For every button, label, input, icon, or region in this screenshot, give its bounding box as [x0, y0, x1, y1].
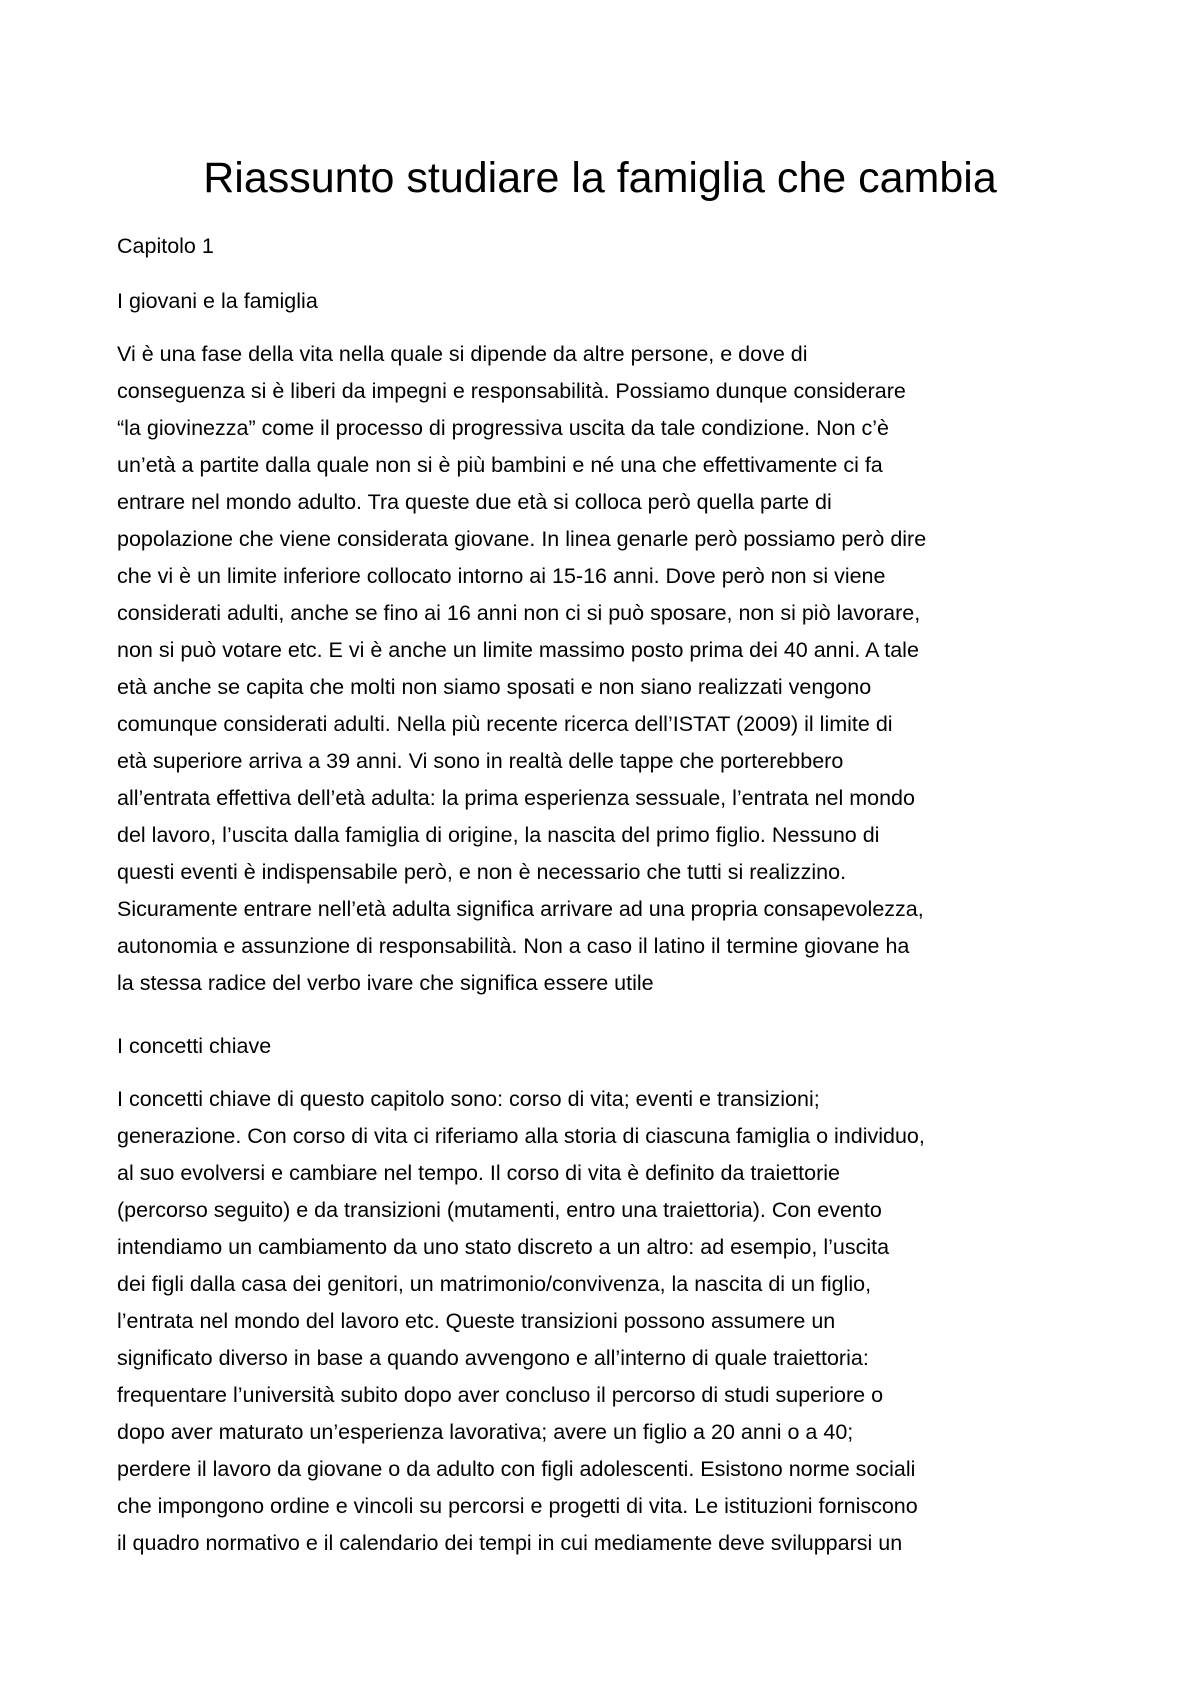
paragraph-line: del lavoro, l’uscita dalla famiglia di origine, la nascita del primo figlio. Nessuno di	[117, 823, 880, 847]
paragraph-line: non si può votare etc. E vi è anche un limite massimo posto prima dei 40 anni. A tale	[117, 638, 919, 662]
paragraph-line: Vi è una fase della vita nella quale si dipende da altre persone, e dove di	[117, 342, 808, 366]
paragraph-line: autonomia e assunzione di responsabilità. Non a caso il latino il termine giovane ha	[117, 934, 910, 958]
paragraph-line: intendiamo un cambiamento da uno stato discreto a un altro: ad esempio, l’uscita	[117, 1235, 890, 1259]
paragraph-line: entrare nel mondo adulto. Tra queste due età si colloca però quella parte di	[117, 490, 832, 514]
paragraph-line: dopo aver maturato un’esperienza lavorativa; avere un figlio a 20 anni o a 40;	[117, 1420, 854, 1444]
paragraph-line: al suo evolversi e cambiare nel tempo. Il corso di vita è definito da traiettorie	[117, 1161, 841, 1185]
section-heading-concetti: I concetti chiave	[117, 1034, 272, 1058]
paragraph-line: all’entrata effettiva dell’età adulta: la prima esperienza sessuale, l’entrata nel mondo	[117, 786, 915, 810]
chapter-heading: Capitolo 1	[117, 234, 214, 258]
paragraph-line: un’età a partite dalla quale non si è più bambini e né una che effettivamente ci fa	[117, 453, 883, 477]
paragraph-line: la stessa radice del verbo ivare che significa essere utile	[117, 971, 654, 995]
paragraph-line: generazione. Con corso di vita ci riferiamo alla storia di ciascuna famiglia o individuo,	[117, 1124, 925, 1148]
paragraph-line: questi eventi è indispensabile però, e non è necessario che tutti si realizzino.	[117, 860, 847, 884]
paragraph-line: significato diverso in base a quando avvengono e all’interno di quale traiettoria:	[117, 1346, 869, 1370]
paragraph-line: che impongono ordine e vincoli su percorsi e progetti di vita. Le istituzioni forniscono	[117, 1494, 918, 1518]
paragraph-line: dei figli dalla casa dei genitori, un matrimonio/convivenza, la nascita di un figlio,	[117, 1272, 872, 1296]
paragraph-line: conseguenza si è liberi da impegni e responsabilità. Possiamo dunque considerare	[117, 379, 906, 403]
paragraph-concetti	[117, 1081, 1117, 1562]
paragraph-giovani	[117, 336, 1117, 1002]
paragraph-line: considerati adulti, anche se fino ai 16 anni non ci si può sposare, non si piò lavorare,	[117, 601, 921, 625]
paragraph-line: il quadro normativo e il calendario dei tempi in cui mediamente deve svilupparsi un	[117, 1531, 903, 1555]
document-title: Riassunto studiare la famiglia che cambia	[203, 154, 997, 202]
paragraph-line: comunque considerati adulti. Nella più recente ricerca dell’ISTAT (2009) il limite di	[117, 712, 893, 736]
paragraph-line: I concetti chiave di questo capitolo sono: corso di vita; eventi e transizioni;	[117, 1087, 820, 1111]
paragraph-line: “la giovinezza” come il processo di progressiva uscita da tale condizione. Non c’è	[117, 416, 889, 440]
paragraph-line: perdere il lavoro da giovane o da adulto con figli adolescenti. Esistono norme sociali	[117, 1457, 916, 1481]
paragraph-line: frequentare l’università subito dopo aver concluso il percorso di studi superiore o	[117, 1383, 884, 1407]
section-heading-giovani: I giovani e la famiglia	[117, 289, 318, 313]
paragraph-line: l’entrata nel mondo del lavoro etc. Queste transizioni possono assumere un	[117, 1309, 836, 1333]
paragraph-line: Sicuramente entrare nell’età adulta significa arrivare ad una propria consapevolezza,	[117, 897, 924, 921]
paragraph-line: età anche se capita che molti non siamo sposati e non siano realizzati vengono	[117, 675, 872, 699]
paragraph-line: popolazione che viene considerata giovane. In linea genarle però possiamo però dire	[117, 527, 927, 551]
paragraph-line: età superiore arriva a 39 anni. Vi sono in realtà delle tappe che porterebbero	[117, 749, 844, 773]
paragraph-line: che vi è un limite inferiore collocato intorno ai 15-16 anni. Dove però non si viene	[117, 564, 886, 588]
paragraph-line: (percorso seguito) e da transizioni (mutamenti, entro una traiettoria). Con evento	[117, 1198, 882, 1222]
